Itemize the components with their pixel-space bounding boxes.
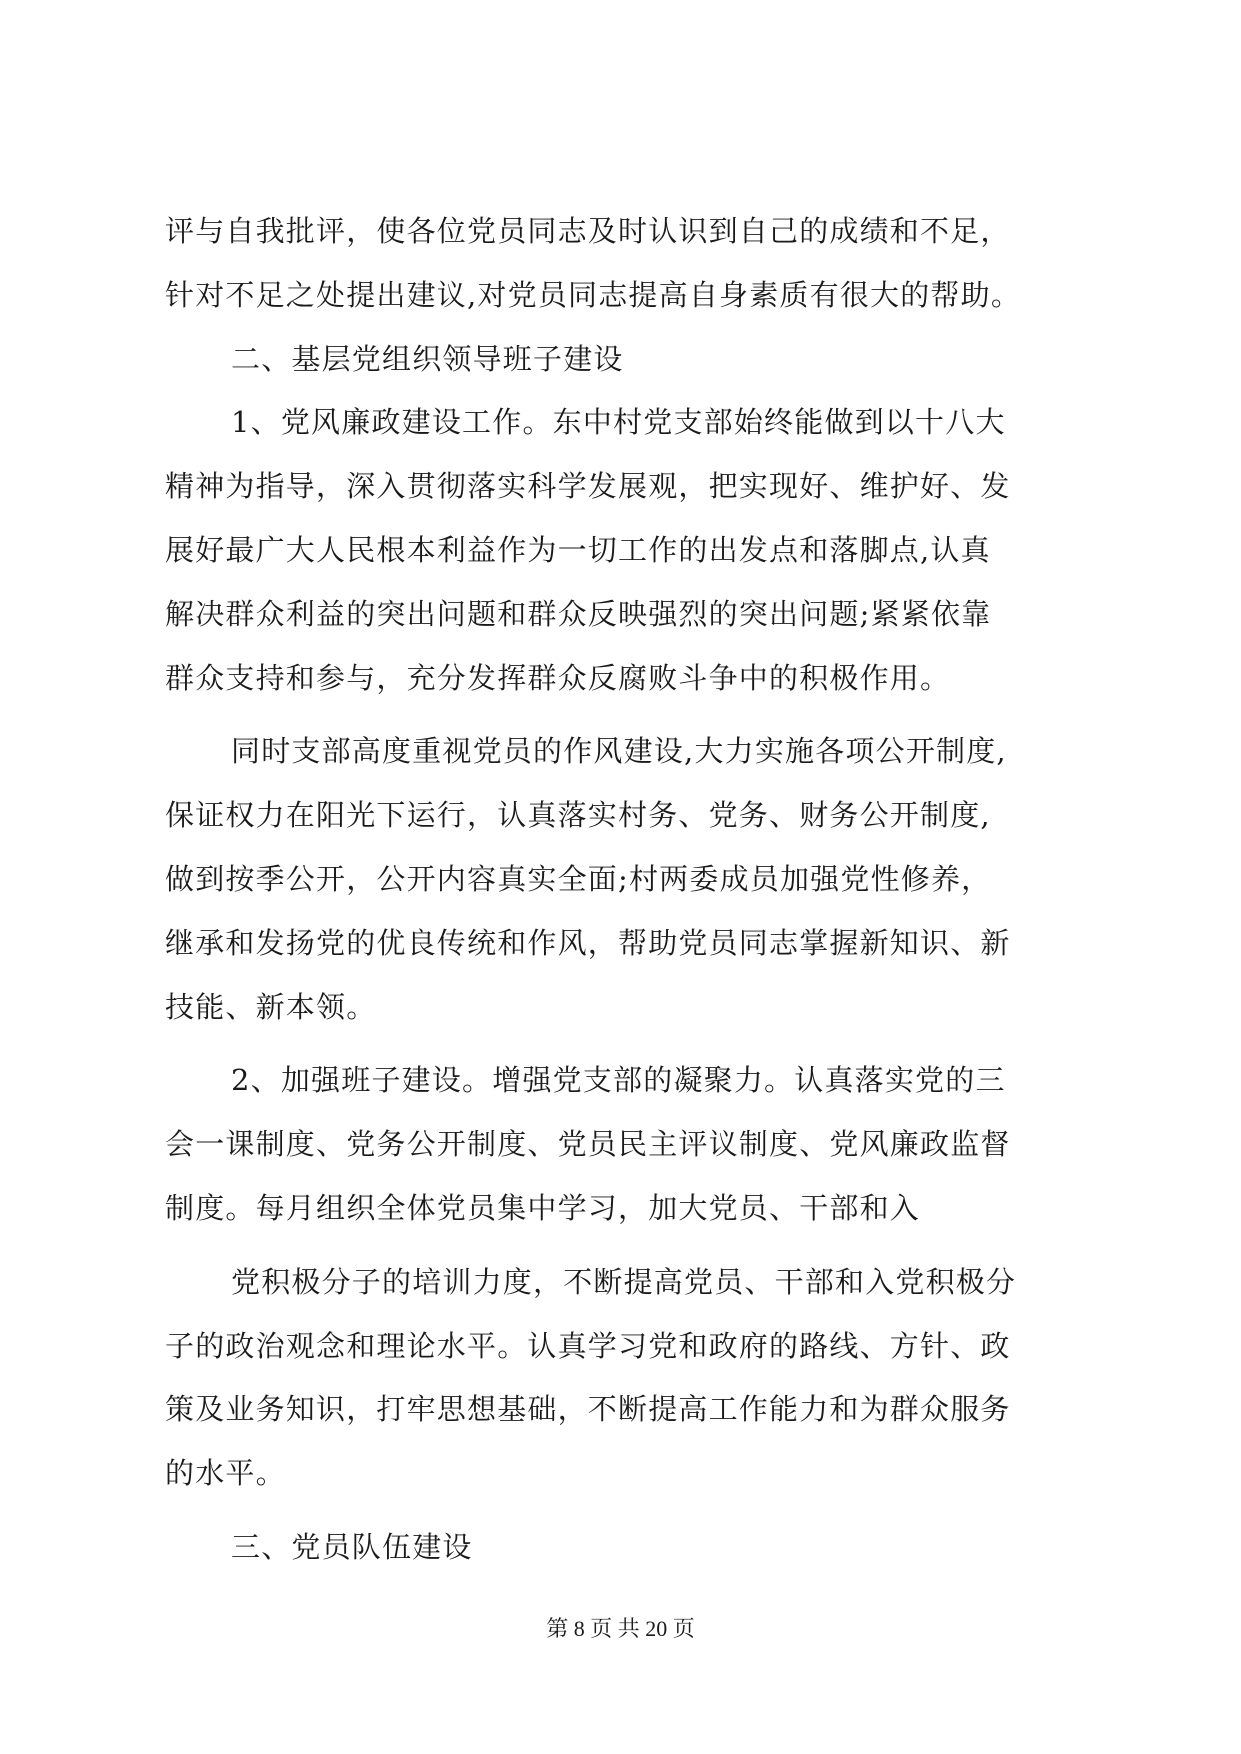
text-line: 继承和发扬党的优良传统和作风，帮助党员同志掌握新知识、新 <box>165 925 1011 960</box>
text-line: 精神为指导，深入贯彻落实科学发展观，把实现好、维护好、发 <box>165 469 1011 504</box>
document-body <box>165 200 1105 1580</box>
text-line: 解决群众利益的突出问题和群众反映强烈的突出问题;紧紧依靠 <box>165 596 992 631</box>
text-line: 评与自我批评，使各位党员同志及时认识到自己的成绩和不足， <box>165 214 1011 248</box>
text-line: 技能、新本领。 <box>165 989 377 1024</box>
text-line: 二、基层党组织领导班子建设 <box>231 341 624 376</box>
text-line: 群众支持和参与，充分发挥群众反腐败斗争中的积极作用。 <box>165 660 951 695</box>
text-line: 1、党风廉政建设工作。东中村党支部始终能做到以十八大 <box>231 405 1006 440</box>
text-line: 策及业务知识，打牢思想基础，不断提高工作能力和为群众服务 <box>165 1392 1011 1427</box>
text-line: 做到按季公开，公开内容真实全面;村两委成员加强党性修养， <box>165 861 992 896</box>
text-line: 的水平。 <box>165 1456 286 1491</box>
text-line: 展好最广大人民根本利益作为一切工作的出发点和落脚点,认真 <box>165 532 991 567</box>
text-line: 针对不足之处提出建议,对党员同志提高自身素质有很大的帮助。 <box>165 277 1022 312</box>
text-line: 同时支部高度重视党员的作风建设,大力实施各项公开制度, <box>231 734 1007 769</box>
page-footer: 第 8 页 共 20 页 <box>546 1616 695 1641</box>
text-line: 会一课制度、党务公开制度、党员民主评议制度、党风廉政监督 <box>165 1127 1011 1162</box>
text-line: 党积极分子的培训力度，不断提高党员、干部和入党积极分 <box>231 1264 1017 1299</box>
text-line: 保证权力在阳光下运行，认真落实村务、党务、财务公开制度, <box>165 798 991 833</box>
text-line: 制度。每月组织全体党员集中学习，加大党员、干部和入 <box>165 1190 921 1225</box>
text-line: 子的政治观念和理论水平。认真学习党和政府的路线、方针、政 <box>165 1328 1011 1363</box>
text-line: 2、加强班子建设。增强党支部的凝聚力。认真落实党的三 <box>231 1063 1006 1098</box>
text-line: 三、党员队伍建设 <box>231 1529 473 1564</box>
